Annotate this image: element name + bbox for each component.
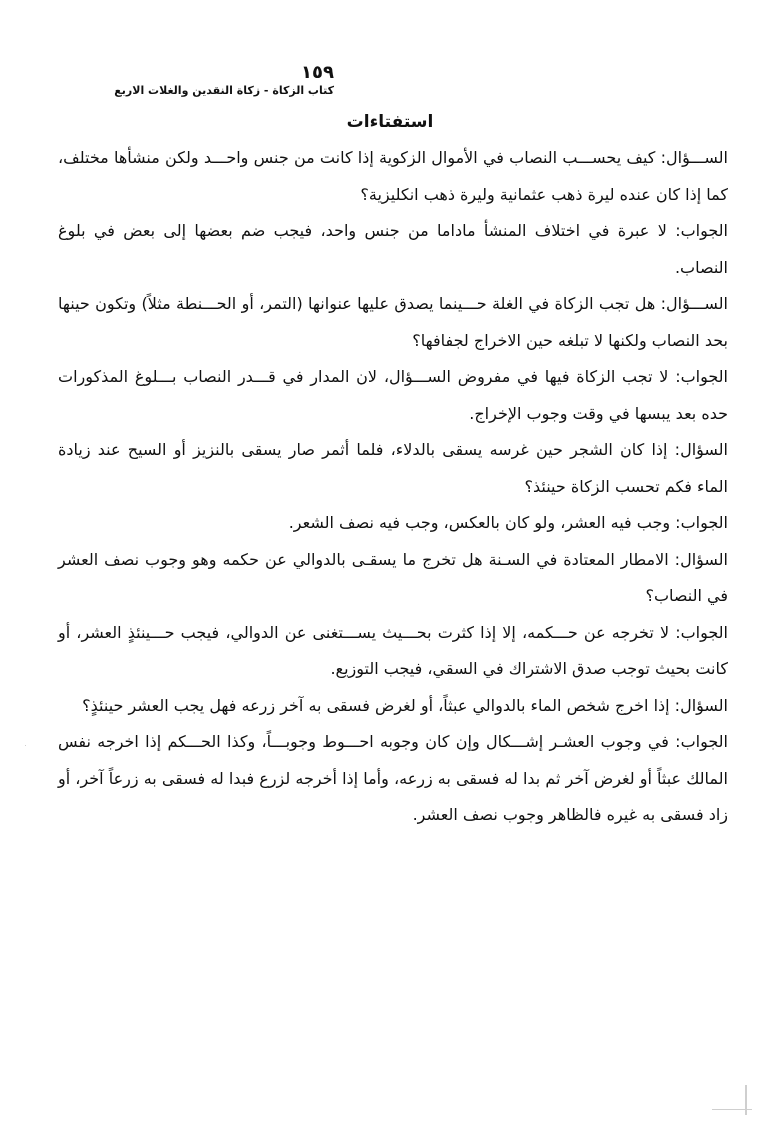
scan-artifact — [25, 745, 26, 746]
answer-paragraph: الجواب: في وجوب العشـر إشـــكال وإن كان وجوبه احـــوط وجوبـــاً، وكذا الحـــكم إذا اخرجه نفس المالك عبثاً أو لغرض آخر ثم بدا له فسقى به زرعه، وأما إذا أخرجه لزرع فبدا له فسقى به زرعاً آخر، أو زاد فسقى به غيره فالظاهر وجوب نصف العشر. — [58, 732, 728, 824]
answer-paragraph: الجواب: لا عبرة في اختلاف المنشأ ماداما من جنس واحد، فيجب ضم بعضها إلى بعض في بلوغ النصاب. — [58, 221, 728, 277]
body-text — [58, 140, 728, 834]
page-number: ١٥٩ — [301, 62, 334, 83]
scan-artifact — [745, 1085, 747, 1115]
question-paragraph: الســـؤال: كيف يحســـب النصاب في الأموال الزكوية إذا كانت من جنس واحـــد ولكن منشأها مختلف، كما إذا كان عنده ليرة ذهب عثمانية وليرة ذهب انكليزية؟ — [58, 148, 728, 204]
section-title: استفتاءات — [346, 112, 434, 132]
question-paragraph: السؤال: الامطار المعتادة في السـنة هل تخرج ما يسقـى بالدوالي عن حكمه وهو وجوب نصف العشر في النصاب؟ — [58, 549, 728, 605]
question-paragraph: السؤال: إذا اخرج شخص الماء بالدوالي عبثاً، أو لغرض فسقى به آخر زرعه فهل يجب العشر حينئذٍ؟ — [82, 695, 728, 715]
answer-paragraph: الجواب: لا تخرجه عن حـــكمه، إلا إذا كثرت بحـــيث يســـتغنى عن الدوالي، فيجب حـــينئذٍ العشر، أو كانت بحيث توجب صدق الاشتراك في السقي، فيجب التوزيع. — [58, 622, 728, 678]
scan-artifact — [712, 1109, 752, 1110]
answer-paragraph: الجواب: لا تجب الزكاة فيها في مفروض الســـؤال، لان المدار في قـــدر النصاب بـــلوغ المذكورات حده بعد يبسها في وقت وجوب الإخراج. — [58, 367, 728, 423]
question-paragraph: السؤال: إذا كان الشجر حين غرسه يسقى بالدلاء، فلما أثمر صار يسقى بالنزيز أو السيح عند زيادة الماء فكم تحسب الزكاة حينئذ؟ — [58, 440, 728, 496]
question-paragraph: الســـؤال: هل تجب الزكاة في الغلة حـــينما يصدق عليها عنوانها (التمر، أو الحـــنطة مثلاً) وتكون حينها بحد النصاب ولكنها لا تبلغه حين الاخراج لجفافها؟ — [58, 294, 728, 350]
running-head: كتاب الزكاة - زكاة النقدين والغلات الاربع — [114, 84, 334, 97]
answer-paragraph: الجواب: وجب فيه العشر، ولو كان بالعكس، وجب فيه نصف الشعر. — [288, 513, 728, 532]
page-header — [44, 62, 334, 98]
